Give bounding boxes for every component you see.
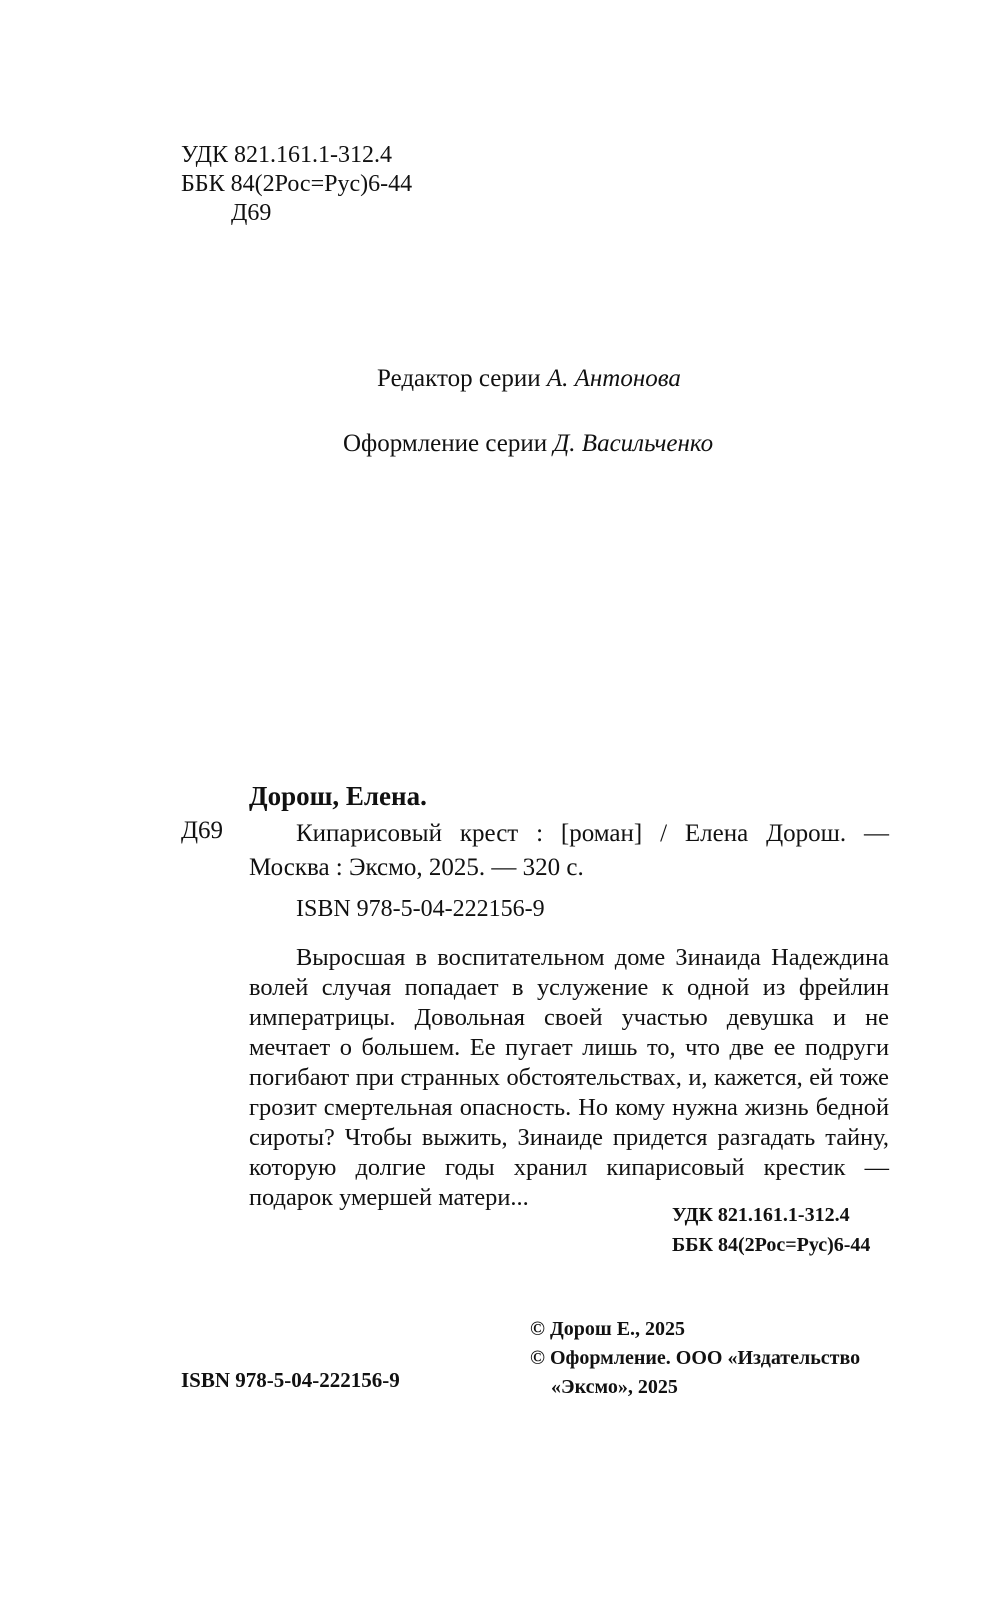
copyright-design-line-2: «Эксмо», 2025 (551, 1376, 678, 1398)
record-isbn: ISBN 978-5-04-222156-9 (296, 896, 545, 922)
record-author: Дорош, Елена. (249, 781, 427, 811)
series-editor-label: Редактор серии (377, 365, 541, 392)
bottom-udk-code: УДК 821.161.1-312.4 (672, 1204, 850, 1226)
copyright-block (530, 1315, 860, 1402)
series-design-label: Оформление серии (343, 430, 548, 457)
book-annotation: Выросшая в воспитательном доме Зинаида Надеждина волей случая попадает в услужение к одной из фрейлин императрицы. Довольная своей участью девушка и не мечтает о большем. Ее пугает лишь то, что две ее подруги погибают при странных обстоятельствах, и, кажется, ей тоже грозит смертельная опасность. Но кому нужна жизнь бедной сироты? Чтобы выжить, Зинаиде придется разгадать тайну, которую долгие годы хранил кипарисовый крестик — подарок умершей матери... (249, 944, 889, 1211)
bottom-bbk-code: ББК 84(2Рос=Рус)6-44 (672, 1234, 871, 1256)
series-design-credit (343, 430, 713, 458)
series-design-name: Д. Васильченко (553, 430, 714, 457)
series-editor-name: А. Антонова (546, 365, 681, 392)
bibliographic-description: Кипарисовый крест : [роман] / Елена Дорош. — Москва : Эксмо, 2025. — 320 с. (249, 820, 889, 881)
series-editor-credit (377, 365, 681, 393)
top-classification-block (181, 141, 412, 228)
bottom-isbn: ISBN 978-5-04-222156-9 (181, 1368, 400, 1392)
bottom-classification-block (672, 1200, 870, 1260)
bbk-code: ББК 84(2Рос=Рус)6-44 (181, 171, 413, 197)
record-index: Д69 (181, 817, 224, 844)
author-index: Д69 (231, 200, 272, 226)
copyright-author: © Дорош Е., 2025 (530, 1318, 686, 1340)
udk-code: УДК 821.161.1-312.4 (181, 142, 392, 168)
copyright-design-line-1: © Оформление. ООО «Издательство (530, 1347, 861, 1369)
